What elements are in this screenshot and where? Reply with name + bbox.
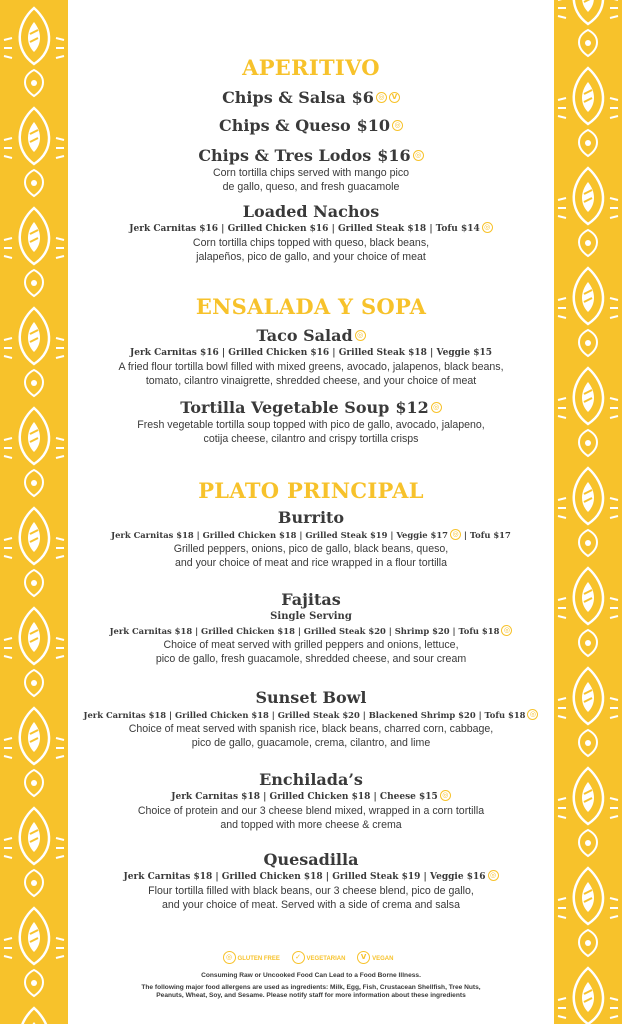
item-options: Jerk Carnitas $18 | Grilled Chicken $18 | Cheese $15 [171,792,438,802]
section-title-ensalada: ENSALADA Y SOPA [195,294,427,319]
item-name: Taco Salad [256,326,353,345]
item-description: Corn tortilla chips served with mango pico [212,167,410,179]
menu-item-chips-salsa [68,88,554,108]
menu-item-chips-tres-lodos [68,146,554,194]
vegan-icon: V [357,951,370,964]
item-name: Chips & Queso [218,116,351,135]
footer-allergens: Peanuts, Wheat, Soy, and Sesame. Please notify staff for more information about these ingredients [156,992,466,999]
menu-item-tortilla-soup [68,398,554,446]
item-options: Jerk Carnitas $16 | Grilled Chicken $16 | Grilled Steak $18 | Veggie $15 [130,348,492,358]
item-description: and topped with more cheese & crema [220,819,402,831]
dietary-legend [68,952,554,965]
item-description: jalapeños, pico de gallo, and your choice of meat [196,251,426,263]
item-description: pico de gallo, fresh guacamole, shredded cheese, and sour cream [155,653,467,665]
item-description: Grilled peppers, onions, pico de gallo, black beans, queso, [173,543,449,555]
item-description: cotija cheese, cilantro and crispy tortilla crisps [203,433,419,445]
legend-label: VEGAN [372,956,394,963]
decorative-border-left [0,0,68,1024]
decorative-border-right [554,0,622,1024]
item-price: $12 [395,398,429,417]
gluten-free-icon: ◎ [355,330,366,341]
gluten-free-icon: ◎ [450,529,461,540]
item-name: Sunset Bowl [255,688,367,707]
item-description: de gallo, queso, and fresh guacamole [222,181,400,193]
item-description: Choice of meat served with grilled peppers and onions, lettuce, [163,639,459,651]
section-title-aperitivo: APERITIVO [242,55,380,80]
item-price: $10 [356,116,391,135]
item-options: | Tofu $17 [463,530,511,540]
item-subtitle: Single Serving [270,611,352,622]
gluten-free-icon: ◎ [431,402,442,413]
gluten-free-icon: ◎ [501,625,512,636]
item-name: Fajitas [281,590,341,609]
legend-label: VEGETARIAN [306,956,346,963]
menu-item-burrito [68,508,554,570]
item-price: $16 [377,146,411,165]
menu-item-fajitas [68,590,554,666]
menu-item-chips-queso [68,116,554,136]
item-description: pico de gallo, guacamole, crema, cilantro, and lime [191,737,431,749]
paisley-pattern-icon [0,0,68,1024]
menu-item-enchiladas [68,770,554,832]
paisley-pattern-icon [554,0,622,1024]
vegetarian-icon: ✓ [292,951,305,964]
item-price: $6 [351,88,374,107]
footer-disclaimer: Consuming Raw or Uncooked Food Can Lead to a Food Borne Illness. [201,972,421,979]
item-name: Chips & Salsa [222,88,346,107]
gluten-free-icon: ◎ [413,150,424,161]
gluten-free-icon: ◎ [223,951,236,964]
item-description: tomato, cilantro vinaigrette, shredded cheese, and your choice of meat [145,375,477,387]
section-title-principal: PLATO PRINCIPAL [198,478,424,503]
gluten-free-icon: ◎ [440,790,451,801]
menu-item-loaded-nachos [68,202,554,264]
item-description: Fresh vegetable tortilla soup topped with pico de gallo, avocado, jalapeno, [137,419,485,431]
item-description: and your choice of meat and rice wrapped in a flour tortilla [174,557,448,569]
item-description: Choice of meat served with spanish rice, black beans, charred corn, cabbage, [128,723,494,735]
item-options: Jerk Carnitas $18 | Grilled Chicken $18 | Grilled Steak $19 | Veggie $17 [111,530,448,540]
legend-label: GLUTEN FREE [237,956,280,963]
item-options: Jerk Carnitas $18 | Grilled Chicken $18 | Grilled Steak $19 | Veggie $16 [123,872,486,882]
item-options: Jerk Carnitas $18 | Grilled Chicken $18 | Grilled Steak $20 | Shrimp $20 | Tofu $18 [109,626,500,636]
item-description: A fried flour tortilla bowl filled with mixed greens, avocado, jalapenos, black beans, [118,361,504,373]
item-name: Burrito [277,508,345,527]
item-description: Flour tortilla filled with black beans, our 3 cheese blend, pico de gallo, [148,885,474,897]
item-name: Quesadilla [263,850,359,869]
item-options: Jerk Carnitas $18 | Grilled Chicken $18 | Grilled Steak $20 | Blackened Shrimp $20 | Tofu $18 [83,710,526,720]
item-name: Loaded Nachos [242,202,380,221]
item-name: Chips & Tres Lodos [198,146,372,165]
gluten-free-icon: ◎ [527,709,538,720]
item-description: Corn tortilla chips topped with queso, black beans, [192,237,430,249]
item-description: and your choice of meat. Served with a side of crema and salsa [162,899,460,911]
menu-item-quesadilla [68,850,554,912]
item-name: Tortilla Vegetable Soup [180,398,390,417]
menu-item-sunset-bowl [68,688,554,750]
menu-item-taco-salad [68,326,554,388]
gluten-free-icon: ◎ [482,222,493,233]
footer-allergens: The following major food allergens are used as ingredients: Milk, Egg, Fish, Crustacean Shellfish, Tree Nuts, [141,984,481,991]
menu-content [68,0,554,1024]
gluten-free-icon: ◎ [376,92,387,103]
item-name: Enchilada’s [259,770,363,789]
vegan-icon: V [389,92,400,103]
item-description: Choice of protein and our 3 cheese blend mixed, wrapped in a corn tortilla [137,805,485,817]
item-options: Jerk Carnitas $16 | Grilled Chicken $16 | Grilled Steak $18 | Tofu $14 [129,224,480,234]
gluten-free-icon: ◎ [392,120,403,131]
gluten-free-icon: ◎ [488,870,499,881]
